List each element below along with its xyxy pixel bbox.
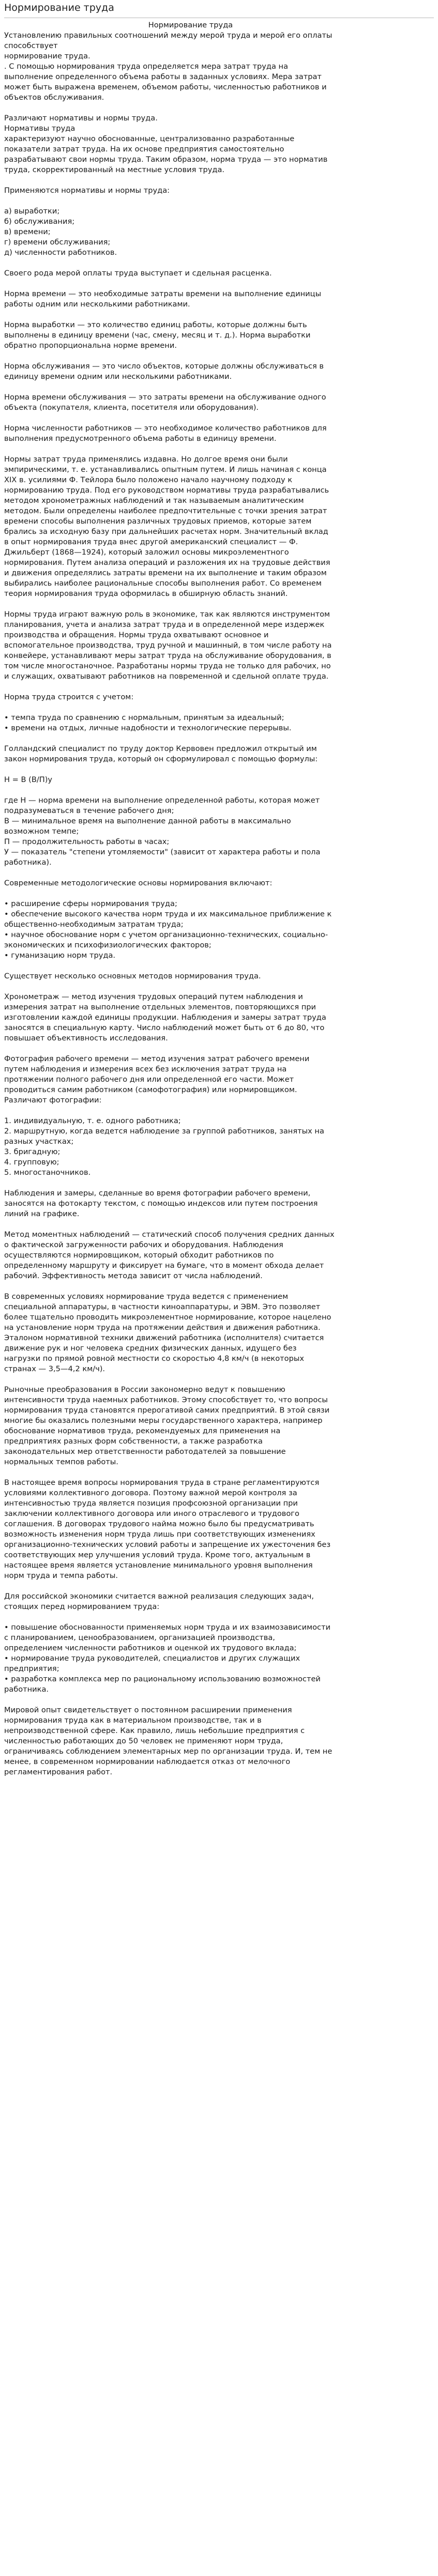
text-line: Джильберт (1868—1924), который заложил основы микроэлементного — [4, 548, 289, 557]
text-line: где Н — норма времени на выполнение определенной работы, которая может — [4, 796, 320, 805]
text-line: д) численности работников. — [4, 248, 117, 257]
paragraph — [4, 268, 369, 279]
paragraph — [4, 1188, 369, 1219]
text-line: возможном темпе; — [4, 827, 79, 836]
text-line: движение рук и ног человека средних физических данных, идущего без — [4, 1344, 297, 1353]
text-line: повышает объективность исследования. — [4, 1034, 168, 1042]
text-line: производства и обращения. Нормы труда охватывают основное и — [4, 631, 269, 639]
text-line: способствует — [4, 41, 58, 50]
text-line: норм труда и темпа работы. — [4, 1571, 118, 1580]
paragraph-gap — [4, 1219, 369, 1230]
text-line: может быть выражена временем, объемом работы, численностью работников и — [4, 83, 327, 91]
text-line: менее, в современном нормировании наблюдается отказ от мелочного — [4, 1757, 291, 1766]
text-line: нормальных темпов работы. — [4, 1458, 118, 1466]
text-line: • разработка комплекса мер по рациональному использованию возможностей — [4, 1675, 321, 1683]
paragraph — [4, 692, 369, 702]
text-line: стоящих перед нормированием труда: — [4, 1602, 160, 1611]
text-line: определенному маршруту и фиксирует на бумаге, что в момент обхода делает — [4, 1261, 324, 1270]
text-line: б) обслуживания; — [4, 217, 75, 226]
text-line: В настоящее время вопросы нормирования труда в стране регламентируются — [4, 1478, 320, 1487]
paragraph — [4, 1591, 369, 1612]
paragraph — [4, 454, 369, 599]
text-line: 3. бригадную; — [4, 1147, 61, 1156]
text-line: • времени на отдых, личные надобности и технологические перерывы. — [4, 724, 292, 732]
text-line: измерения затрат на выполнение отдельных элементов, повторяющихся при — [4, 1003, 316, 1011]
paragraph-gap — [4, 868, 369, 878]
text-line: экономических и психофизиологических факторов; — [4, 941, 212, 949]
paragraph-gap — [4, 982, 369, 992]
paragraph-gap — [4, 764, 369, 775]
text-line: обратно пропорциональна норме времени. — [4, 341, 177, 350]
text-line: и служащих, охватывают работников на повременной и сдельной оплате труда. — [4, 672, 329, 681]
paragraph — [4, 713, 369, 733]
text-line: а) выработки; — [4, 207, 60, 216]
text-line: Норма обслуживания — это число объектов, которые должны обслуживаться в — [4, 362, 324, 371]
text-line: Нормативы труда — [4, 124, 75, 133]
text-line: и движения определялись затраты времени на их выполнение и таким образом — [4, 569, 327, 577]
text-line: обоснование нормативов труда, рекомендуемых для применения на — [4, 1427, 281, 1435]
paragraph — [4, 1054, 369, 1106]
paragraph-gap — [4, 733, 369, 744]
text-line: Норма времени — это необходимые затраты времени на выполнение единицы — [4, 289, 322, 298]
text-line: показатели затрат труда. На их основе предприятия самостоятельно — [4, 145, 284, 154]
text-line: нормирование труда. — [4, 52, 90, 60]
paragraph — [4, 971, 369, 982]
text-line: Различают нормативы и нормы труда. — [4, 114, 158, 122]
text-line: • темпа труда по сравнению с нормальным, принятым за идеальный; — [4, 713, 284, 722]
text-line: выполнение определенного объема работы в заданных условиях. Мера затрат — [4, 72, 322, 81]
text-line: соглашения. В договорах трудового найма можно было бы предусматривать — [4, 1520, 314, 1528]
text-line: регламентирования работ. — [4, 1768, 113, 1776]
text-line: Существует несколько основных методов нормирования труда. — [4, 972, 261, 980]
text-line: конвейере, устанавливают меры затрат труда на обслуживание оборудования, в — [4, 651, 331, 660]
text-line: нормирования. Путем анализа операций и разложения их на трудовые действия — [4, 558, 330, 567]
text-line: предприятия; — [4, 1664, 59, 1673]
text-line: законодательных мер ответственности работодателей за повышение — [4, 1447, 286, 1456]
paragraph-gap — [4, 702, 369, 713]
text-line: характеризуют научно обоснованные, централизованно разработанные — [4, 134, 295, 143]
paragraph-gap — [4, 310, 369, 320]
text-line: ограничиваясь соблюдением элементарных мер по организации труда. И, тем не — [4, 1747, 333, 1756]
text-line: интенсивности труда наемных работников. Этому способствует то, что вопросы — [4, 1396, 328, 1404]
text-line: времени способы выполнения различных трудовых приемов, которые затем — [4, 517, 312, 526]
text-line: работы одним или несколькими работниками. — [4, 300, 190, 309]
text-line: • расширение сферы нормирования труда; — [4, 899, 177, 908]
text-line: • обеспечение высокого качества норм труда и их максимальное приближение к — [4, 910, 332, 918]
paragraph — [4, 609, 369, 682]
text-line: Применяются нормативы и нормы труда: — [4, 186, 170, 195]
text-line: В — минимальное время на выполнение данной работы в максимально — [4, 817, 291, 825]
text-line: определением численности работников и оценкой их трудового вклада; — [4, 1644, 297, 1652]
text-line: разных участках; — [4, 1137, 74, 1146]
paragraph — [4, 289, 369, 310]
text-line: Для российской экономики считается важной реализация следующих задач, — [4, 1592, 314, 1601]
document-body — [4, 30, 369, 1777]
text-line: проводиться самим работником (самофотография) или нормировщиком. — [4, 1085, 297, 1094]
text-line: У — показатель "степени утомляемости" (зависит от характера работы и пола — [4, 848, 321, 856]
paragraph — [4, 1116, 369, 1178]
text-line: г) времени обслуживания; — [4, 238, 111, 247]
text-line: выполнены в единицу времени (час, смену, месяц и т. д.). Норма выработки — [4, 331, 311, 340]
text-line: методом. Были определены наиболее предпочтительные с точки зрения затрат — [4, 507, 327, 515]
text-line: многие бы оказались полезными меры государственного характера, например — [4, 1416, 323, 1425]
text-line: Норма времени обслуживания — это затраты времени на обслуживание одного — [4, 393, 326, 402]
paragraph-gap — [4, 1612, 369, 1622]
text-line: предприятиях разных форм собственности, а также разработка — [4, 1437, 263, 1446]
paragraph-gap — [4, 682, 369, 692]
text-line: закон нормирования труда, который он сформулировал с помощью формулы: — [4, 755, 318, 763]
text-line: брались за исходную базу при дальнейших расчетах норм. Значительный вклад — [4, 527, 328, 536]
paragraph — [4, 795, 369, 868]
text-line: нормированию труда. Под его руководством нормативы труда разрабатывались — [4, 486, 329, 495]
paragraph-gap — [4, 175, 369, 186]
text-line: вспомогательное производства, труд ручной и машинный, в том числе работу на — [4, 641, 332, 650]
text-line: непроизводственной сфере. Как правило, лишь небольшие предприятия с — [4, 1726, 305, 1735]
text-line: • нормирование труда руководителей, специалистов и других служащих — [4, 1654, 300, 1663]
text-line: с планированием, ценообразованием, организацией производства, — [4, 1633, 275, 1642]
text-line: организационно-технических условий работы и запрещение их ужесточения без — [4, 1540, 331, 1549]
text-line: Установлению правильных соотношений между мерой труда и мерой его оплаты — [4, 31, 333, 40]
text-line: специальной аппаратуры, в частности киноаппаратуры, и ЭВМ. Это позволяет — [4, 1302, 321, 1311]
paragraph — [4, 423, 369, 444]
text-line: о фактической загруженности рабочих и оборудования. Наблюдения — [4, 1240, 283, 1249]
text-line: возможность изменения норм труда лишь при соответствующих изменениях — [4, 1530, 315, 1539]
text-line: . С помощью нормирования труда определяется мера затрат труда на — [4, 62, 289, 71]
text-line: единицу времени одним или несколькими работниками. — [4, 372, 232, 381]
text-line: том числе многостаночное. Разработаны нормы труда не только для рабочих, но — [4, 662, 331, 670]
paragraph-gap — [4, 279, 369, 289]
text-line: Различают фотографии: — [4, 1096, 102, 1105]
text-line: изготовлении каждой единицы продукции. Наблюдения и замеры затрат труда — [4, 1013, 326, 1022]
text-line: теория нормирования труда оформилась в обширную область знаний. — [4, 589, 288, 598]
paragraph — [4, 113, 369, 175]
text-line: 2. маршрутную, когда ведется наблюдение за группой работников, занятых на — [4, 1127, 324, 1136]
paragraph — [4, 206, 369, 258]
paragraph — [4, 392, 369, 413]
paragraph-gap — [4, 1044, 369, 1054]
paragraph-gap — [4, 351, 369, 361]
paragraph-gap — [4, 258, 369, 268]
paragraph-gap — [4, 103, 369, 113]
text-line: странах — 3,5—4,2 км/ч). — [4, 1364, 105, 1373]
text-line: численностью работающих до 50 человек не применяют норм труда, — [4, 1737, 283, 1745]
text-line: Норма труда строится с учетом: — [4, 693, 134, 701]
text-line: • научное обоснование норм с учетом организационно-технических, социально- — [4, 930, 328, 939]
paragraph — [4, 775, 369, 785]
text-line: Норма выработки — это количество единиц работы, которые должны быть — [4, 320, 307, 329]
text-line: более тщательно проводить микроэлементное нормирование, которое нацелено — [4, 1313, 331, 1322]
paragraph-gap — [4, 599, 369, 609]
text-line: Своего рода мерой оплаты труда выступает и сдельная расценка. — [4, 269, 272, 278]
paragraph — [4, 744, 369, 764]
text-line: работника. — [4, 1685, 49, 1694]
text-line: соответствующих мер улучшения условий труда. Кроме того, актуальным в — [4, 1551, 311, 1559]
paragraph-gap — [4, 1178, 369, 1188]
text-line: нормирования труда как в материальном производстве, так и в — [4, 1716, 262, 1725]
text-line: Н = В (В/П)у — [4, 775, 53, 784]
paragraph — [4, 1385, 369, 1467]
paragraph-gap — [4, 1106, 369, 1116]
text-line: Голландский специалист по труду доктор Кервовен предложил открытый им — [4, 744, 317, 753]
paragraph — [4, 30, 369, 103]
paragraph-gap — [4, 888, 369, 899]
text-line: заносятся на фотокарту текстом, с помощью индексов или путем построения — [4, 1199, 318, 1208]
text-line: осуществляются нормировщиком, который обходит работников по — [4, 1251, 274, 1260]
text-line: рабочий. Эффективность метода зависит от числа наблюдений. — [4, 1271, 263, 1280]
paragraph-gap — [4, 785, 369, 795]
text-line: труда, скорректированный на местные условия труда. — [4, 165, 225, 174]
text-line: протяжении полного рабочего дня или определенной его части. Может — [4, 1075, 294, 1084]
paragraph-gap — [4, 961, 369, 971]
text-line: П — продолжительность работы в часах; — [4, 837, 170, 846]
text-line: настоящее время является установление минимального уровня выполнения — [4, 1561, 313, 1570]
text-line: нагрузки по прямой ровной местности со скоростью 4,8 км/ч (в некоторых — [4, 1354, 305, 1363]
paragraph-gap — [4, 196, 369, 206]
text-line: линий на графике. — [4, 1209, 80, 1218]
text-line: путем наблюдения и измерения всех без исключения затрат труда на — [4, 1065, 287, 1074]
text-line: заключении коллективного договора или иного отраслевого и трудового — [4, 1509, 299, 1518]
text-line: нормирования труда становятся прерогативой самих предприятий. В этой связи — [4, 1406, 330, 1415]
text-line: Современные методологические основы нормирования включают: — [4, 879, 273, 887]
paragraph — [4, 1230, 369, 1281]
paragraph — [4, 1478, 369, 1581]
text-line: 4. групповую; — [4, 1158, 59, 1167]
paragraph-gap — [4, 1581, 369, 1591]
paragraph — [4, 186, 369, 196]
text-line: методом хронометражных наблюдений и так называемым аналитическим — [4, 496, 304, 505]
paragraph-gap — [4, 444, 369, 454]
paragraph — [4, 320, 369, 351]
text-line: XIX в. усилиями Ф. Тейлора было положено начало научному подходу к — [4, 476, 293, 484]
text-line: Мировой опыт свидетельствует о постоянном расширении применения — [4, 1706, 292, 1714]
paragraph-gap — [4, 1281, 369, 1292]
paragraph-gap — [4, 413, 369, 423]
text-line: В современных условиях нормирование труда ведется с применением — [4, 1292, 289, 1301]
paragraph — [4, 992, 369, 1044]
paragraph — [4, 899, 369, 961]
paragraph-gap — [4, 1467, 369, 1478]
text-line: разрабатывают свои нормы труда. Таким образом, норма труда — это норматив — [4, 155, 328, 164]
text-line: общественно-необходимым затратам труда; — [4, 920, 184, 929]
text-line: выполнения предусмотренного объема работы в единицу времени. — [4, 434, 277, 443]
text-line: Норма численности работников — это необходимое количество работников для — [4, 424, 327, 433]
text-line: подразумеваться в течение рабочего дня; — [4, 806, 174, 815]
text-line: Хронометраж — метод изучения трудовых операций путем наблюдения и — [4, 992, 303, 1001]
paragraph — [4, 1292, 369, 1374]
text-line: Нормы труда играют важную роль в экономике, так как являются инструментом — [4, 610, 330, 619]
text-line: в опыт нормирования труда внес другой американский специалист — Ф. — [4, 538, 298, 546]
text-line: Фотография рабочего времени — метод изучения затрат рабочего времени — [4, 1054, 310, 1063]
paragraph-gap — [4, 1374, 369, 1385]
text-line: Метод моментных наблюдений — статический способ получения средних данных — [4, 1230, 335, 1239]
text-line: • гуманизацию норм труда. — [4, 951, 116, 960]
paragraph-gap — [4, 382, 369, 392]
paragraph — [4, 361, 369, 382]
text-line: • повышение обоснованности применяемых норм труда и их взаимозависимости — [4, 1623, 331, 1632]
document-title: Нормирование труда — [148, 21, 233, 29]
text-line: объекта (покупателя, клиента, посетителя или оборудования). — [4, 403, 259, 412]
paragraph-gap — [4, 1695, 369, 1705]
paragraph — [4, 1705, 369, 1777]
text-line: 1. индивидуальную, т. е. одного работника; — [4, 1116, 181, 1125]
text-line: Рыночные преобразования в России закономерно ведут к повышению — [4, 1385, 285, 1394]
text-line: Наблюдения и замеры, сделанные во время фотографии рабочего времени, — [4, 1189, 311, 1198]
text-line: планирования, учета и анализа затрат труда и в определенной мере издержек — [4, 620, 325, 629]
text-line: работника). — [4, 858, 52, 867]
page-heading: Нормирование труда — [4, 0, 434, 18]
text-line: 5. многостаночников. — [4, 1168, 91, 1177]
paragraph — [4, 1622, 369, 1695]
text-line: эмпирическими, т. е. устанавливались опытным путем. И лишь начиная с конца — [4, 465, 327, 474]
text-line: объектов обслуживания. — [4, 93, 104, 102]
text-line: Эталоном нормативной техники движений работника (исполнителя) считается — [4, 1333, 324, 1342]
text-line: в) времени; — [4, 227, 51, 236]
paragraph — [4, 878, 369, 888]
text-line: интенсивностью труда является позиция профсоюзной организации при — [4, 1499, 298, 1508]
text-line: на установление норм труда на протяжении действия и движения работника. — [4, 1323, 321, 1332]
text-line: Нормы затрат труда применялись издавна. Но долгое время они были — [4, 455, 288, 464]
text-line: условиями коллективного договора. Поэтому важной мерой контроля за — [4, 1489, 297, 1497]
text-line: заносятся в специальную карту. Число наблюдений может быть от 6 до 80, что — [4, 1023, 325, 1032]
text-line: выбирались наиболее рациональные способы выполнения работ. Со временем — [4, 579, 322, 588]
